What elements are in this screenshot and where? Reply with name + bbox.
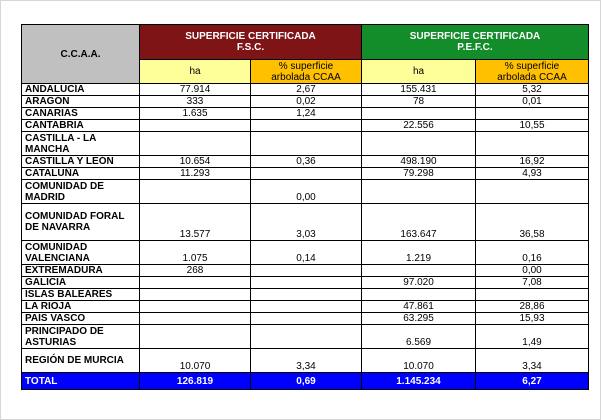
pefc-ha-cell <box>362 180 476 204</box>
fsc-pct-cell: 0,36 <box>251 156 362 168</box>
pefc-ha-cell: 78 <box>362 96 476 108</box>
fsc-pct-cell: 2,67 <box>251 84 362 96</box>
region-name: PAÍS VASCO <box>22 313 140 325</box>
header-row-1 <box>22 25 589 60</box>
fsc-ha-cell <box>140 289 251 301</box>
pefc-ha-cell: 63.295 <box>362 313 476 325</box>
region-name: ARAGÓN <box>22 96 140 108</box>
table-row <box>22 325 589 349</box>
pefc-pct-cell <box>476 108 589 120</box>
region-name: CATALUÑA <box>22 168 140 180</box>
pefc-pct-cell: 0,16 <box>476 241 589 265</box>
fsc-header-line1: SUPERFICIE CERTIFICADA <box>185 31 316 42</box>
fsc-ha-cell: 11.293 <box>140 168 251 180</box>
region-name: CASTILLA - LA MANCHA <box>22 132 140 156</box>
table-row <box>22 120 589 132</box>
fsc-pct-cell <box>251 277 362 289</box>
fsc-ha-cell: 10.654 <box>140 156 251 168</box>
pefc-ha-header: ha <box>362 60 476 84</box>
pefc-pct-cell: 15,93 <box>476 313 589 325</box>
region-name: EXTREMADURA <box>22 265 140 277</box>
fsc-header-line2: F.S.C. <box>236 42 265 53</box>
fsc-pct-cell: 3,03 <box>251 204 362 241</box>
fsc-ha-cell <box>140 313 251 325</box>
fsc-ha-cell: 10.070 <box>140 349 251 373</box>
total-pefc-pct: 6,27 <box>476 373 589 390</box>
table-row <box>22 265 589 277</box>
pefc-ha-cell: 10.070 <box>362 349 476 373</box>
total-pefc-ha: 1.145.234 <box>362 373 476 390</box>
pefc-ha-cell <box>362 108 476 120</box>
pefc-pct-cell: 36,58 <box>476 204 589 241</box>
pefc-ha-cell: 163.647 <box>362 204 476 241</box>
table-row <box>22 241 589 265</box>
fsc-pct-header <box>251 60 362 84</box>
pefc-pct-cell: 0,00 <box>476 265 589 277</box>
fsc-ha-cell: 13.577 <box>140 204 251 241</box>
fsc-pct-cell: 0,02 <box>251 96 362 108</box>
pefc-header-line1: SUPERFICIE CERTIFICADA <box>409 31 541 42</box>
fsc-pct-cell <box>251 120 362 132</box>
region-name: LA RIOJA <box>22 301 140 313</box>
table-row <box>22 349 589 373</box>
fsc-pct-header-line2: arbolada CCAA <box>271 71 341 83</box>
region-name: COMUNIDAD VALENCIANA <box>22 241 140 265</box>
region-name: GALICIA <box>22 277 140 289</box>
fsc-ha-cell: 1.075 <box>140 241 251 265</box>
total-fsc-pct: 0,69 <box>251 373 362 390</box>
pefc-pct-header <box>476 60 589 84</box>
fsc-ha-cell <box>140 277 251 289</box>
certification-table <box>21 24 589 390</box>
pefc-ha-cell: 97.020 <box>362 277 476 289</box>
total-fsc-ha: 126.819 <box>140 373 251 390</box>
fsc-pct-header-line1: % superficie <box>278 60 334 72</box>
fsc-pct-cell <box>251 265 362 277</box>
region-name: PRINCIPADO DE ASTURIAS <box>22 325 140 349</box>
table-row <box>22 204 589 241</box>
fsc-ha-cell <box>140 132 251 156</box>
table-row <box>22 96 589 108</box>
region-name: COMUNIDAD FORAL DE NAVARRA <box>22 204 140 241</box>
fsc-pct-cell: 3,34 <box>251 349 362 373</box>
pefc-pct-cell <box>476 289 589 301</box>
pefc-ha-cell: 22.556 <box>362 120 476 132</box>
table-row <box>22 156 589 168</box>
pefc-ha-cell: 1.219 <box>362 241 476 265</box>
region-name: ISLAS BALEARES <box>22 289 140 301</box>
pefc-header-line2: P.E.F.C. <box>457 42 493 53</box>
pefc-pct-cell: 4,93 <box>476 168 589 180</box>
pefc-header <box>362 25 589 60</box>
pefc-pct-cell: 1,49 <box>476 325 589 349</box>
pefc-pct-cell: 28,86 <box>476 301 589 313</box>
ccaa-header: C.C.A.A. <box>22 25 140 84</box>
pefc-pct-cell <box>476 180 589 204</box>
pefc-ha-cell: 79.298 <box>362 168 476 180</box>
pefc-pct-cell: 10,55 <box>476 120 589 132</box>
pefc-ha-cell: 155.431 <box>362 84 476 96</box>
fsc-ha-cell: 77.914 <box>140 84 251 96</box>
fsc-pct-cell: 0,00 <box>251 180 362 204</box>
pefc-ha-cell: 498.190 <box>362 156 476 168</box>
fsc-pct-cell <box>251 132 362 156</box>
table-row <box>22 132 589 156</box>
pefc-pct-header-line1: % superficie <box>504 60 560 72</box>
pefc-pct-cell: 7,08 <box>476 277 589 289</box>
pefc-ha-cell <box>362 265 476 277</box>
table-row <box>22 313 589 325</box>
region-name: CANTABRIA <box>22 120 140 132</box>
pefc-ha-cell <box>362 289 476 301</box>
fsc-ha-header: ha <box>140 60 251 84</box>
fsc-ha-cell: 333 <box>140 96 251 108</box>
pefc-pct-cell: 16,92 <box>476 156 589 168</box>
fsc-ha-cell <box>140 120 251 132</box>
fsc-ha-cell <box>140 301 251 313</box>
table-row <box>22 180 589 204</box>
region-name: COMUNIDAD DE MADRID <box>22 180 140 204</box>
region-name: CASTILLA Y LEÓN <box>22 156 140 168</box>
table-row <box>22 289 589 301</box>
fsc-pct-cell <box>251 289 362 301</box>
table-row <box>22 301 589 313</box>
pefc-pct-header-line2: arbolada CCAA <box>497 71 567 83</box>
total-row <box>22 373 589 390</box>
table-row <box>22 277 589 289</box>
pefc-pct-cell: 5,32 <box>476 84 589 96</box>
pefc-pct-cell: 0,01 <box>476 96 589 108</box>
pefc-ha-cell: 6.569 <box>362 325 476 349</box>
pefc-ha-cell <box>362 132 476 156</box>
region-name: ANDALUCÍA <box>22 84 140 96</box>
fsc-pct-cell: 0,14 <box>251 241 362 265</box>
region-name: REGIÓN DE MURCIA <box>22 349 140 373</box>
fsc-pct-cell <box>251 301 362 313</box>
fsc-ha-cell: 1.635 <box>140 108 251 120</box>
fsc-ha-cell <box>140 180 251 204</box>
table-row <box>22 108 589 120</box>
fsc-ha-cell <box>140 325 251 349</box>
fsc-pct-cell: 1,24 <box>251 108 362 120</box>
pefc-ha-cell: 47.861 <box>362 301 476 313</box>
fsc-pct-cell <box>251 325 362 349</box>
pefc-pct-cell <box>476 132 589 156</box>
total-label: TOTAL <box>22 373 140 390</box>
fsc-pct-cell <box>251 313 362 325</box>
pefc-pct-cell: 3,34 <box>476 349 589 373</box>
fsc-pct-cell <box>251 168 362 180</box>
fsc-ha-cell: 268 <box>140 265 251 277</box>
fsc-header <box>140 25 362 60</box>
table-row <box>22 84 589 96</box>
region-name: CANARIAS <box>22 108 140 120</box>
table-row <box>22 168 589 180</box>
